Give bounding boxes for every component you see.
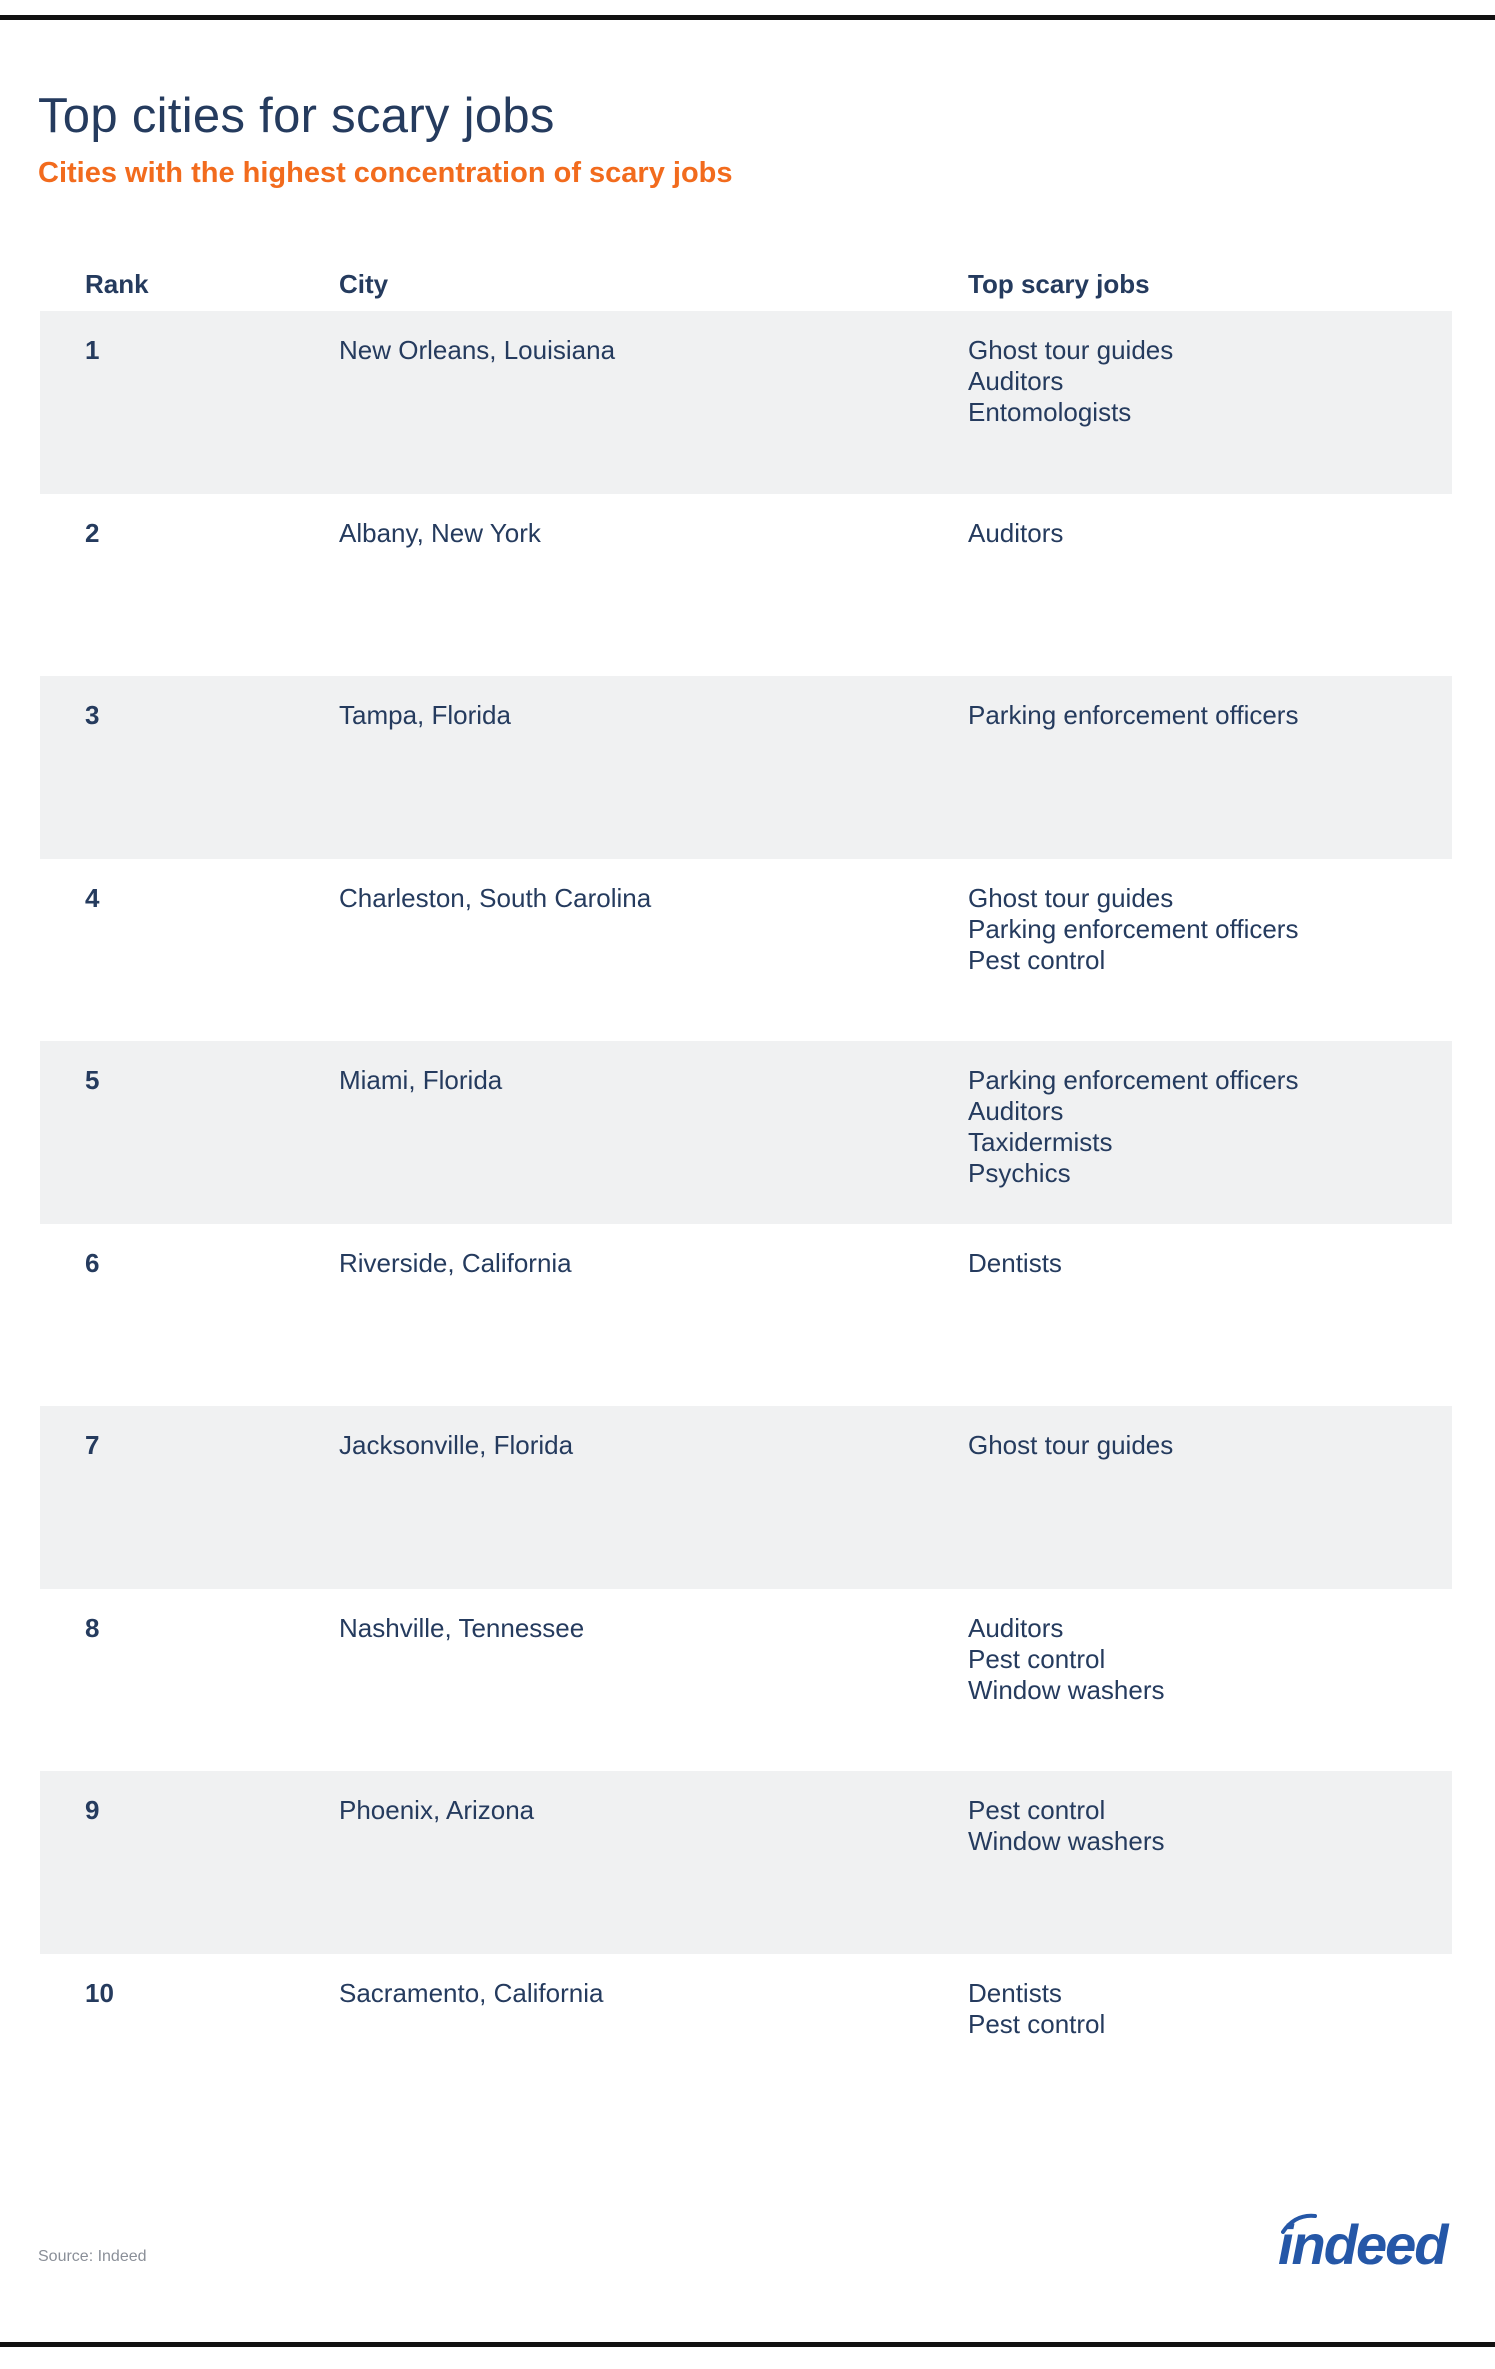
row-jobs (968, 1065, 1298, 1189)
row-rank: 4 (85, 882, 100, 913)
header-jobs: Top scary jobs (968, 269, 1150, 299)
row-rank: 1 (85, 335, 100, 365)
job-item: Parking enforcement officers (968, 700, 1299, 730)
row-city: Tampa, Florida (339, 700, 511, 730)
bottom-rule (0, 2342, 1495, 2347)
table-row (40, 311, 1452, 494)
row-rank: 3 (85, 700, 100, 730)
job-item: Window washers (968, 1826, 1165, 1856)
job-item: Pest control (968, 1643, 1106, 1674)
job-item: Auditors (968, 517, 1064, 548)
job-item: Taxidermists (968, 1127, 1113, 1157)
job-item: Entomologists (968, 397, 1132, 427)
row-city: Charleston, South Carolina (339, 882, 652, 913)
table-row (40, 1954, 1452, 2137)
row-jobs (968, 1613, 1165, 1706)
job-item: Parking enforcement officers (968, 1065, 1299, 1095)
source-note: Source: Indeed (38, 2248, 147, 2265)
job-item: Ghost tour guides (968, 335, 1174, 365)
table-row (40, 494, 1452, 677)
job-item: Pest control (968, 944, 1106, 975)
job-item: Auditors (968, 366, 1064, 396)
row-jobs (968, 700, 1298, 731)
cities-table (40, 255, 1452, 2136)
job-item: Parking enforcement officers (968, 913, 1299, 944)
row-jobs (968, 1430, 1173, 1461)
row-city: Jacksonville, Florida (339, 1430, 574, 1460)
row-rank: 9 (85, 1795, 100, 1825)
row-rank: 8 (85, 1612, 100, 1643)
table-row (40, 1224, 1452, 1407)
job-item: Ghost tour guides (968, 1430, 1174, 1460)
job-item: Dentists (968, 1977, 1062, 2008)
row-jobs (968, 1248, 1062, 1279)
table-body (40, 311, 1452, 2136)
row-city: Albany, New York (339, 517, 541, 548)
row-jobs (968, 1978, 1105, 2040)
row-jobs (968, 1795, 1165, 1857)
table-row (40, 676, 1452, 859)
row-city: Phoenix, Arizona (339, 1795, 535, 1825)
row-rank: 6 (85, 1247, 100, 1278)
row-rank: 10 (85, 1977, 114, 2008)
page-title: Top cities for scary jobs (38, 89, 555, 143)
job-item: Auditors (968, 1096, 1064, 1126)
row-city: Sacramento, California (339, 1977, 604, 2008)
row-city: Riverside, California (339, 1247, 572, 1278)
header-rank: Rank (85, 269, 149, 299)
job-item: Pest control (968, 2008, 1106, 2039)
table-row (40, 1771, 1452, 1954)
row-rank: 7 (85, 1430, 100, 1460)
table-row (40, 1589, 1452, 1772)
job-item: Pest control (968, 1795, 1106, 1825)
job-item: Ghost tour guides (968, 882, 1174, 913)
row-city: Nashville, Tennessee (339, 1612, 585, 1643)
table-header (40, 255, 1452, 311)
job-item: Window washers (968, 1674, 1165, 1705)
job-item: Psychics (968, 1158, 1071, 1188)
header-city: City (339, 269, 389, 299)
table-row (40, 859, 1452, 1042)
top-rule (0, 15, 1495, 20)
row-city: Miami, Florida (339, 1065, 503, 1095)
table-row (40, 1041, 1452, 1224)
row-jobs (968, 335, 1173, 428)
row-city: New Orleans, Louisiana (339, 335, 616, 365)
indeed-logo: indeed (1278, 2213, 1447, 2276)
job-item: Auditors (968, 1612, 1064, 1643)
row-jobs (968, 883, 1298, 976)
table-row (40, 1406, 1452, 1589)
page-subtitle: Cities with the highest concentration of scary jobs (38, 157, 733, 189)
row-rank: 2 (85, 517, 100, 548)
row-rank: 5 (85, 1065, 100, 1095)
job-item: Dentists (968, 1247, 1062, 1278)
row-jobs (968, 518, 1063, 549)
